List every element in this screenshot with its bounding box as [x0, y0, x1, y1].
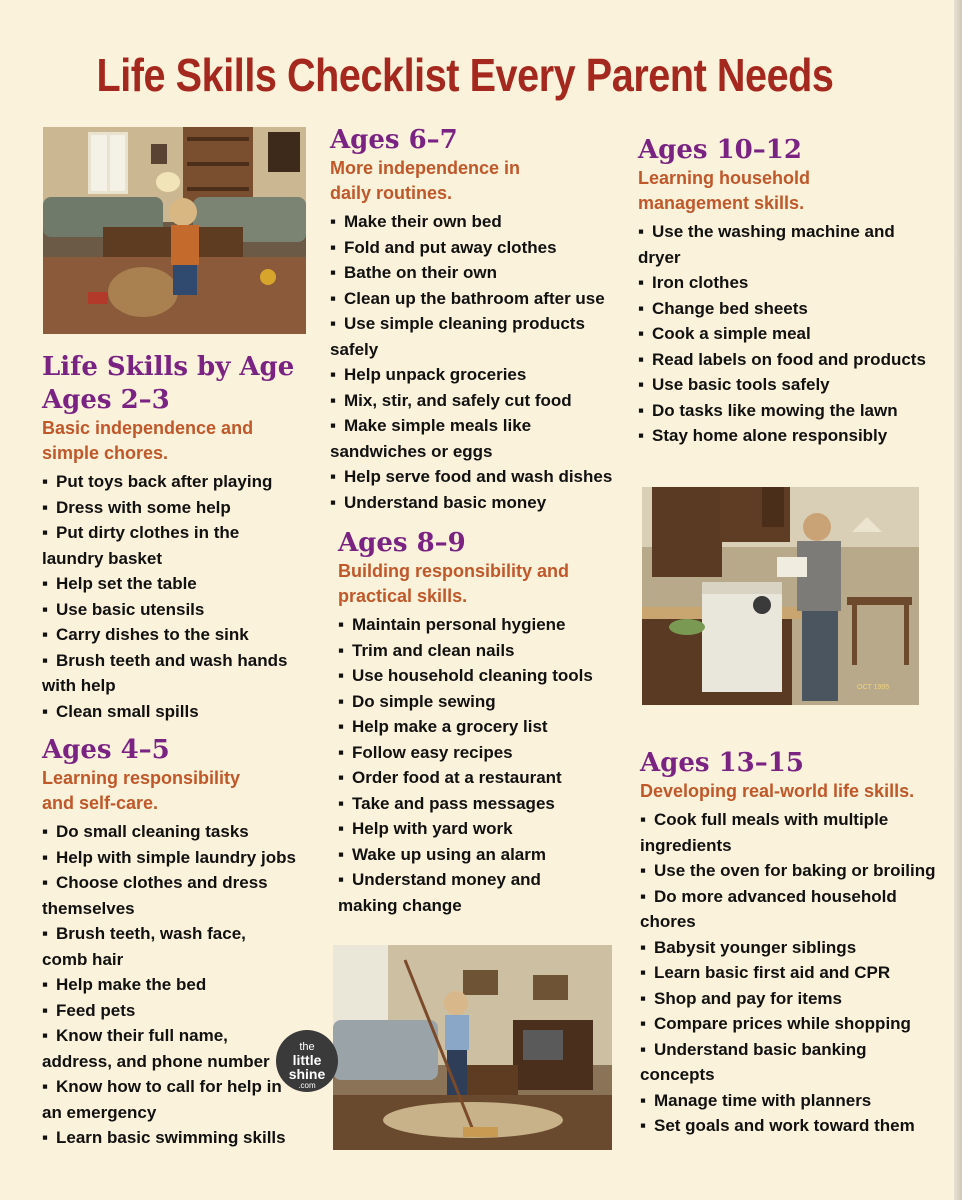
checklist-item-text: Know their full name, — [56, 1026, 228, 1045]
checklist-item — [330, 490, 630, 516]
section-heading: Ages 4–5 — [42, 735, 170, 765]
checklist-item-text: Know how to call for help in — [56, 1077, 282, 1096]
checklist-item — [640, 1113, 945, 1139]
checklist-item-text: Help with yard work — [352, 819, 513, 838]
checklist-item — [338, 893, 630, 919]
checklist-item-text: Help make a grocery list — [352, 717, 548, 736]
checklist-item-text: Fold and put away clothes — [344, 237, 557, 257]
bullet-icon: ▪ — [338, 793, 345, 813]
checklist-item-text: Brush teeth and wash hands — [56, 650, 288, 670]
checklist-item-text: Understand money and — [352, 870, 541, 889]
checklist-item — [338, 689, 630, 715]
bullet-icon: ▪ — [338, 870, 345, 889]
checklist-item-text: Carry dishes to the sink — [56, 625, 249, 644]
checklist-item-text: Make their own bed — [344, 212, 502, 231]
checklist-item — [640, 1037, 945, 1063]
checklist-item — [42, 469, 302, 495]
checklist — [640, 807, 945, 1139]
checklist-item-text: Mix, stir, and safely cut food — [344, 390, 572, 410]
bullet-icon: ▪ — [330, 314, 337, 333]
checklist-item — [338, 842, 630, 868]
section-ages-10-12 — [638, 134, 938, 449]
bullet-icon: ▪ — [338, 615, 345, 634]
column-right-top — [638, 134, 938, 449]
page-title: Life Skills Checklist Every Parent Needs — [96, 49, 834, 101]
bullet-icon: ▪ — [330, 212, 337, 231]
photo-date-stamp: OCT 1995 — [857, 684, 890, 691]
bullet-icon: ▪ — [42, 625, 49, 644]
checklist-item — [42, 870, 302, 896]
checklist-item-text: Manage time with planners — [654, 1090, 872, 1110]
bullet-icon: ▪ — [330, 390, 337, 410]
bullet-icon: ▪ — [330, 492, 337, 512]
checklist-item — [638, 372, 938, 398]
page-edge — [954, 0, 962, 1200]
checklist-item — [42, 896, 302, 922]
checklist-item-text: Maintain personal hygiene — [352, 615, 566, 634]
checklist-item — [42, 673, 302, 699]
checklist-item — [330, 311, 630, 337]
checklist-item — [338, 663, 630, 689]
checklist — [338, 612, 630, 918]
bullet-icon: ▪ — [42, 1077, 49, 1096]
checklist-item-text: ingredients — [640, 835, 732, 855]
photo-teen-cooking — [642, 487, 919, 705]
bullet-icon: ▪ — [638, 400, 645, 420]
checklist-item — [330, 235, 630, 261]
section-ages-8-9 — [330, 527, 630, 918]
checklist-item-text: Trim and clean nails — [352, 640, 515, 660]
checklist-item-text: Help make the bed — [56, 975, 207, 994]
checklist-item-text: Use the oven for baking or broiling — [654, 861, 936, 880]
checklist-item — [640, 986, 945, 1012]
checklist-item-text: address, and phone number — [42, 1051, 270, 1071]
checklist-item — [42, 571, 302, 597]
checklist-item-text: Help with simple laundry jobs — [56, 847, 296, 867]
bullet-icon: ▪ — [338, 640, 345, 660]
checklist-item-text: Use household cleaning tools — [352, 666, 593, 685]
bullet-icon: ▪ — [640, 1090, 647, 1110]
bullet-icon: ▪ — [338, 819, 345, 838]
checklist-item-text: Follow easy recipes — [352, 742, 513, 762]
bullet-icon: ▪ — [330, 416, 337, 435]
checklist-item-text: making change — [338, 895, 462, 915]
checklist-item-text: Use basic tools safely — [652, 375, 830, 394]
section-ages-13-15 — [640, 747, 945, 1139]
bullet-icon: ▪ — [42, 701, 49, 721]
checklist-item — [42, 921, 302, 947]
bullet-icon: ▪ — [338, 691, 345, 711]
checklist-item — [638, 270, 938, 296]
checklist-item — [42, 819, 302, 845]
section-subtitle: Learning household management skills. — [638, 168, 811, 213]
checklist-item — [42, 998, 302, 1024]
checklist-item-text: Set goals and work toward them — [654, 1116, 915, 1135]
checklist-item — [42, 1125, 302, 1151]
checklist-item-text: dryer — [638, 247, 681, 267]
checklist-item-text: laundry basket — [42, 548, 162, 568]
checklist-item-text: Put dirty clothes in the — [56, 523, 240, 542]
checklist-item-text: Clean small spills — [56, 701, 199, 721]
checklist-item-text: Learn basic swimming skills — [56, 1128, 286, 1147]
checklist-item-text: an emergency — [42, 1102, 157, 1122]
checklist-item — [638, 321, 938, 347]
bullet-icon: ▪ — [330, 288, 337, 308]
checklist-item-text: with help — [42, 676, 116, 695]
bullet-icon: ▪ — [42, 650, 49, 670]
section-heading: Ages 13–15 — [640, 748, 804, 778]
checklist-item — [640, 833, 945, 859]
checklist-item — [42, 495, 302, 521]
checklist-item — [338, 638, 630, 664]
checklist-item — [330, 362, 630, 388]
checklist-item-text: Learn basic first aid and CPR — [654, 963, 891, 982]
checklist-item — [640, 884, 945, 910]
section-heading: Ages 8–9 — [338, 528, 466, 558]
bullet-icon: ▪ — [42, 873, 49, 892]
checklist-item-text: Compare prices while shopping — [654, 1014, 911, 1033]
bullet-icon: ▪ — [42, 1000, 49, 1020]
checklist-item — [338, 714, 630, 740]
bullet-icon: ▪ — [640, 861, 647, 880]
checklist-item — [330, 209, 630, 235]
bullet-icon: ▪ — [42, 599, 49, 619]
bullet-icon: ▪ — [330, 365, 337, 384]
checklist-item — [330, 388, 630, 414]
section-heading: Ages 10–12 — [638, 135, 802, 165]
checklist-item-text: Understand basic banking — [654, 1039, 867, 1059]
bullet-icon: ▪ — [640, 963, 647, 982]
bullet-icon: ▪ — [42, 574, 49, 593]
bullet-icon: ▪ — [640, 988, 647, 1008]
bullet-icon: ▪ — [42, 523, 49, 542]
bullet-icon: ▪ — [42, 497, 49, 517]
checklist-item-text: themselves — [42, 898, 135, 918]
bullet-icon: ▪ — [42, 924, 49, 943]
bullet-icon: ▪ — [42, 1128, 49, 1147]
checklist-item-text: Change bed sheets — [652, 298, 808, 318]
checklist-item — [640, 807, 945, 833]
checklist-item-text: Bathe on their own — [344, 263, 497, 282]
checklist-item — [338, 740, 630, 766]
checklist-item-text: Do tasks like mowing the lawn — [652, 400, 898, 420]
checklist-item-text: Read labels on food and products — [652, 349, 926, 369]
checklist-item — [640, 858, 945, 884]
checklist-item — [42, 520, 302, 546]
bullet-icon: ▪ — [338, 717, 345, 736]
checklist-item-text: Help unpack groceries — [344, 365, 527, 384]
checklist-item-text: Dress with some help — [56, 497, 231, 517]
section-subtitle: Building responsibility and practical skills. — [338, 561, 570, 606]
checklist-item — [42, 1100, 302, 1126]
checklist-item — [338, 612, 630, 638]
checklist-item-text: safely — [330, 339, 379, 359]
logo-text-the: the — [299, 1041, 315, 1053]
photo-child-sweeping — [333, 945, 612, 1150]
bullet-icon: ▪ — [640, 937, 647, 957]
checklist-item-text: Help set the table — [56, 574, 197, 593]
checklist-item-text: Use the washing machine and — [652, 222, 895, 241]
checklist-item-text: Take and pass messages — [352, 793, 555, 813]
checklist-item — [42, 1023, 302, 1049]
bullet-icon: ▪ — [640, 810, 647, 829]
checklist-item — [330, 286, 630, 312]
column-right-bottom — [640, 747, 945, 1139]
bullet-icon: ▪ — [638, 349, 645, 369]
checklist-item — [338, 867, 630, 893]
checklist-item-text: Wake up using an alarm — [352, 844, 546, 864]
bullet-icon: ▪ — [42, 472, 49, 491]
section-heading: Ages 2–3 — [42, 385, 170, 415]
bullet-icon: ▪ — [42, 1026, 49, 1045]
checklist-item — [330, 413, 630, 439]
logo-text-shine: shine — [288, 1066, 326, 1082]
checklist-item-text: Understand basic money — [344, 492, 547, 512]
checklist-item — [640, 1062, 945, 1088]
bullet-icon: ▪ — [638, 426, 645, 445]
checklist-item — [640, 909, 945, 935]
checklist-item — [640, 1011, 945, 1037]
checklist-item-text: Stay home alone responsibly — [652, 426, 888, 445]
logo-text-little: little — [292, 1052, 322, 1068]
checklist-item-text: Use simple cleaning products — [344, 314, 585, 333]
bullet-icon: ▪ — [638, 324, 645, 343]
section-ages-4-5 — [42, 734, 302, 1151]
bullet-icon: ▪ — [640, 1116, 647, 1135]
checklist-item — [42, 1049, 302, 1075]
checklist-item — [338, 791, 630, 817]
bullet-icon: ▪ — [330, 237, 337, 257]
checklist-item-text: Iron clothes — [652, 273, 749, 292]
checklist-item — [638, 423, 938, 449]
section-subtitle: Basic independence and simple chores. — [42, 418, 254, 463]
bullet-icon: ▪ — [338, 666, 345, 685]
section-subtitle: More independence in daily routines. — [330, 158, 521, 203]
bullet-icon: ▪ — [638, 298, 645, 318]
checklist-item — [42, 648, 302, 674]
checklist-item — [42, 699, 302, 725]
checklist-item-text: chores — [640, 912, 696, 931]
checklist-item — [42, 1074, 302, 1100]
checklist-item-text: Cook a simple meal — [652, 324, 811, 343]
checklist-item-text: comb hair — [42, 949, 124, 969]
section-ages-6-7 — [330, 124, 630, 515]
checklist-item-text: Put toys back after playing — [56, 472, 273, 491]
checklist-item — [42, 546, 302, 572]
section-ages-2-3 — [42, 384, 302, 724]
main-heading: Life Skills by Age — [42, 352, 295, 382]
section-subtitle: Developing real-world life skills. — [640, 781, 915, 801]
checklist-item — [338, 816, 630, 842]
bullet-icon: ▪ — [330, 263, 337, 282]
bullet-icon: ▪ — [338, 742, 345, 762]
column-left — [42, 350, 302, 1151]
bullet-icon: ▪ — [638, 273, 645, 292]
checklist-item — [42, 947, 302, 973]
checklist-item-text: Clean up the bathroom after use — [344, 288, 605, 308]
bullet-icon: ▪ — [338, 768, 345, 787]
bullet-icon: ▪ — [42, 847, 49, 867]
checklist-item — [42, 622, 302, 648]
bullet-icon: ▪ — [638, 222, 645, 241]
checklist-item-text: Feed pets — [56, 1000, 136, 1020]
bullet-icon: ▪ — [338, 844, 345, 864]
checklist-item-text: Do simple sewing — [352, 691, 496, 711]
column-middle — [330, 124, 630, 918]
checklist-item-text: Brush teeth, wash face, — [56, 924, 246, 943]
logo-text-domain: .com — [298, 1081, 316, 1090]
checklist-item-text: Do more advanced household — [654, 886, 897, 906]
checklist-item-text: Shop and pay for items — [654, 988, 842, 1008]
checklist-item-text: sandwiches or eggs — [330, 441, 493, 461]
checklist-item — [42, 845, 302, 871]
checklist-item — [338, 765, 630, 791]
checklist-item-text: Order food at a restaurant — [352, 768, 562, 787]
checklist-item — [638, 398, 938, 424]
bullet-icon: ▪ — [42, 975, 49, 994]
bullet-icon: ▪ — [640, 1014, 647, 1033]
checklist-item-text: Use basic utensils — [56, 599, 205, 619]
checklist-item — [42, 972, 302, 998]
checklist-item — [638, 347, 938, 373]
checklist-item-text: Cook full meals with multiple — [654, 810, 889, 829]
bullet-icon: ▪ — [42, 822, 49, 841]
section-subtitle: Learning responsibility and self-care. — [42, 768, 241, 813]
checklist-item-text: Choose clothes and dress — [56, 873, 268, 892]
checklist-item-text: Help serve food and wash dishes — [344, 467, 613, 486]
checklist-item — [330, 260, 630, 286]
photo-toddler-living-room — [43, 127, 306, 334]
checklist-item — [638, 296, 938, 322]
checklist — [638, 219, 938, 449]
checklist — [42, 819, 302, 1151]
checklist-item — [640, 935, 945, 961]
checklist-item — [640, 960, 945, 986]
checklist-item — [638, 245, 938, 271]
section-heading: Ages 6–7 — [330, 125, 458, 155]
checklist-item — [42, 597, 302, 623]
bullet-icon: ▪ — [638, 375, 645, 394]
checklist-item — [330, 464, 630, 490]
checklist — [330, 209, 630, 515]
checklist-item-text: Babysit younger siblings — [654, 937, 857, 957]
checklist-item-text: concepts — [640, 1065, 715, 1084]
bullet-icon: ▪ — [640, 1039, 647, 1059]
checklist-item — [330, 337, 630, 363]
checklist-item-text: Do small cleaning tasks — [56, 822, 249, 841]
checklist-item — [638, 219, 938, 245]
checklist-item-text: Make simple meals like — [344, 416, 532, 435]
bullet-icon: ▪ — [330, 467, 337, 486]
checklist-item — [640, 1088, 945, 1114]
bullet-icon: ▪ — [640, 886, 647, 906]
checklist-item — [330, 439, 630, 465]
checklist — [42, 469, 302, 724]
